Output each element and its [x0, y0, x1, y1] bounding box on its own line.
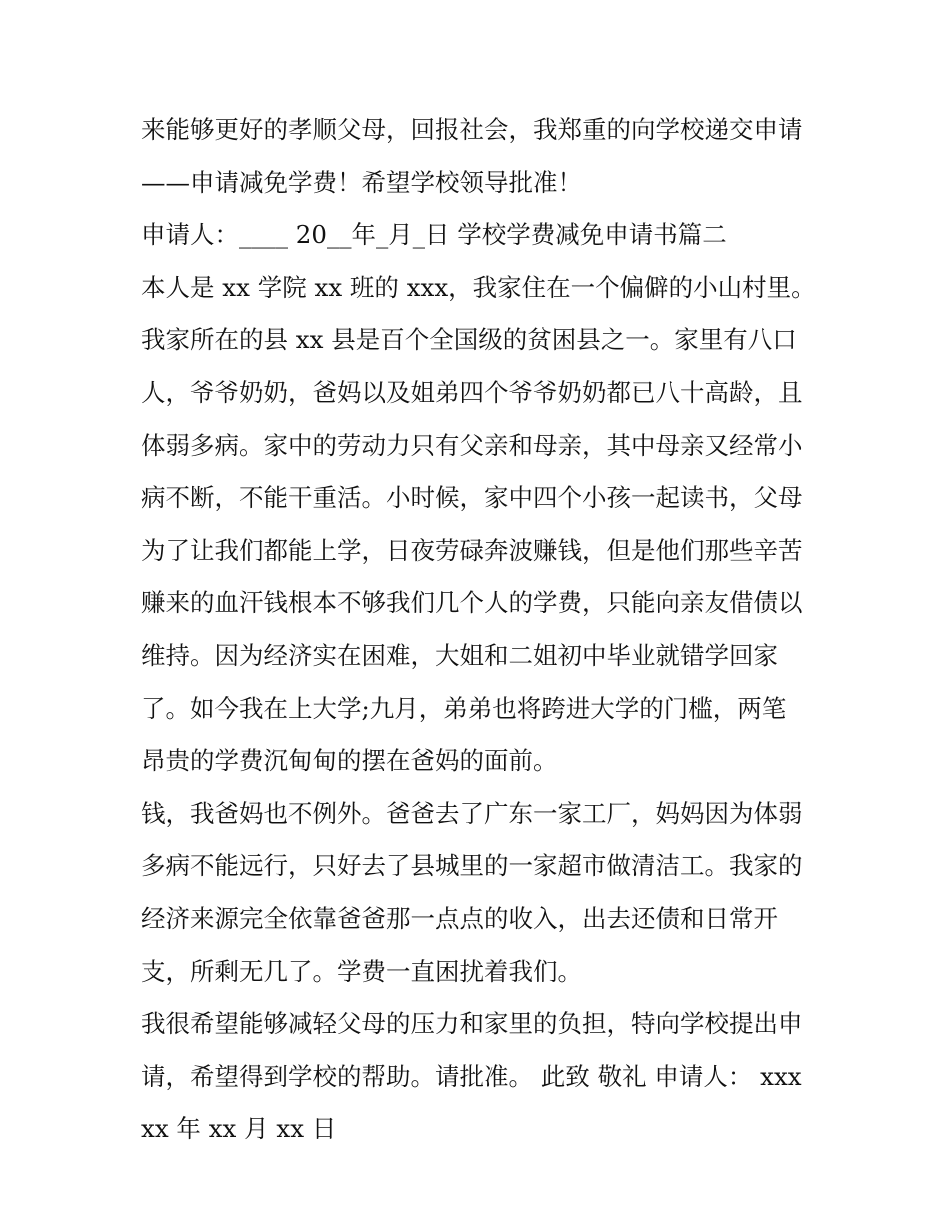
date-line: xx 年 xx 月 xx 日 [141, 1114, 337, 1144]
text-line: 人，爷爷奶奶，爸妈以及姐弟四个爷爷奶奶都已八十高龄，且 [141, 377, 803, 407]
text-line: 昂贵的学费沉甸甸的摆在爸妈的面前。 [141, 746, 558, 776]
text-line: 本人是 xx 学院 xx 班的 xxx，我家住在一个偏僻的小山村里。 [141, 272, 816, 302]
text-line: 我家所在的县 xx 县是百个全国级的贫困县之一。家里有八口 [141, 325, 797, 355]
text-line: 病不断，不能干重活。小时候，家中四个小孩一起读书，父母 [141, 483, 803, 513]
text-line: 来能够更好的孝顺父母，回报社会，我郑重的向学校递交申请 [141, 115, 803, 144]
text-line: 申请人：____ 20__年_月_日 学校学费减免申请书篇二 [141, 220, 727, 250]
text-line: 了。如今我在上大学;九月，弟弟也将跨进大学的门槛，两笔 [141, 693, 787, 723]
text-line: 为了让我们都能上学，日夜劳碌奔波赚钱，但是他们那些辛苦 [141, 535, 803, 565]
text-line: 钱，我爸妈也不例外。爸爸去了广东一家工厂，妈妈因为体弱 [141, 798, 803, 828]
text-line: 体弱多病。家中的劳动力只有父亲和母亲，其中母亲又经常小 [141, 430, 803, 460]
document-body [141, 110, 821, 1162]
text-line: 请，希望得到学校的帮助。请批准。 此致 敬礼 申请人： xxx [141, 1061, 802, 1091]
text-line: ——申请减免学费！希望学校领导批准！ [141, 167, 582, 197]
text-line: 赚来的血汗钱根本不够我们几个人的学费，只能向亲友借债以 [141, 588, 803, 618]
text-line: 经济来源完全依靠爸爸那一点点的收入，出去还债和日常开 [141, 903, 778, 933]
text-line: 维持。因为经济实在困难，大姐和二姐初中毕业就错学回家 [141, 640, 778, 670]
text-line: 支，所剩无几了。学费一直困扰着我们。 [141, 956, 582, 986]
text-line: 多病不能远行，只好去了县城里的一家超市做清洁工。我家的 [141, 851, 803, 881]
text-line: 我很希望能够减轻父母的压力和家里的负担，特向学校提出申 [141, 1009, 803, 1039]
